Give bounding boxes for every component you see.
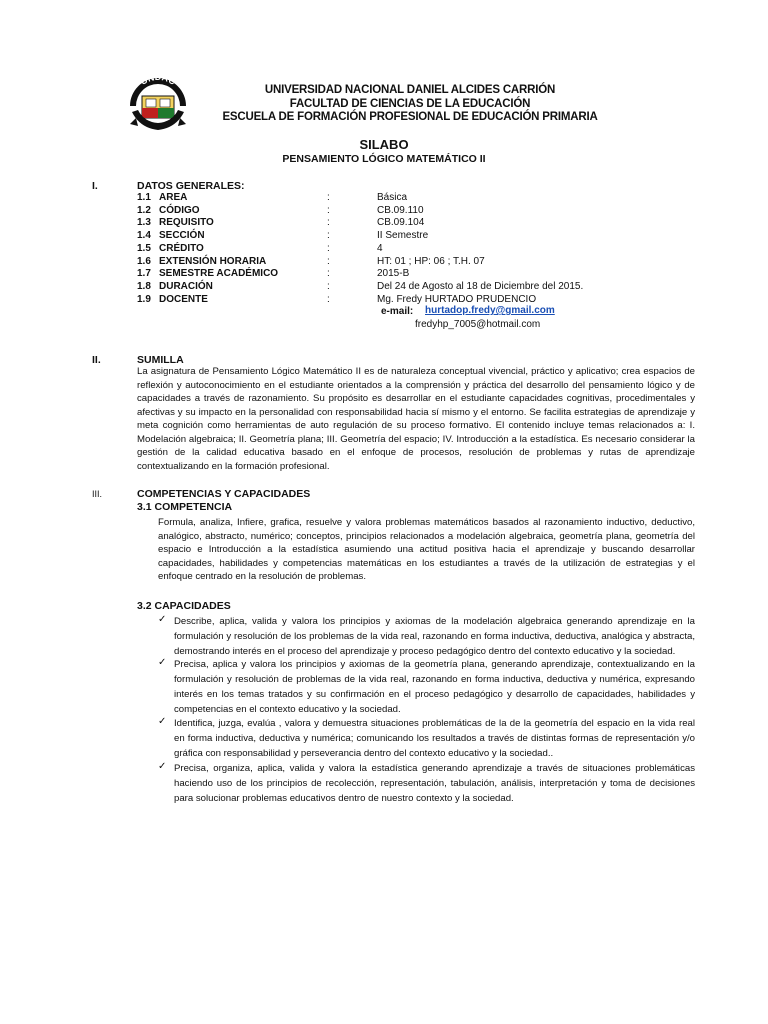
capacidad-text: Identifica, juzga, evalúa , valora y demuestra situaciones problemáticas de la de la geometría del espacio en la vida real en forma inductiva, deductiva y numérica; comunicando los resultados a través de distintas formas de representación y/o gráfica con responsabilidad y perseverancia dentro del contexto educativo y la sociedad.. [174,718,695,759]
checkmark-icon: ✓ [158,716,167,727]
section-title: DATOS GENERALES: [137,180,245,192]
datos-label: AREA [159,192,188,203]
datos-value: CB.09.110 [377,204,424,216]
checkmark-icon: ✓ [158,614,167,625]
datos-number: 1.2 [137,204,151,216]
course-title: PENSAMIENTO LÓGICO MATEMÁTICO II [282,153,486,165]
capacidad-text: Precisa, aplica y valora los principios y axiomas de la geometría plana, generando aprendizaje, contextualizando en la formulación y resolución de problemas de la vida real, razonando en forma inductiva, deductiva y numérica, expresando interés en los temas tratados y su confirmación en el proceso pedagógico y desarrollo de capacidades, habilidades y competencias en el contexto educativo y la sociedad. [174,659,695,715]
datos-label: REQUISITO [159,217,214,229]
datos-colon: : [327,268,330,280]
datos-number: 1.6 [137,255,151,267]
section-title: COMPETENCIAS Y CAPACIDADES [137,488,311,500]
competencia-paragraph: Formula, analiza, Infiere, grafica, resuelve y valora problemas matemáticos basados al razonamiento inductivo, deductivo, analógico, abstracto, numérico; conceptos, principios relacionados a modelación algebraica, geometría plana, geometría del espacio e Introducción a la estadística asumiendo una actitud positiva hacia el aprendizaje y buscando desarrollar capacidades, habilidades y competencias matemáticas en los estudiantes a través de la utilización de estrategias y el enfoque centrado en la resolución de problemas. [158,517,695,582]
datos-colon: : [327,293,330,305]
datos-label: DOCENTE [159,293,208,305]
email-link-primary[interactable]: hurtadop.fredy@gmail.com [425,305,555,316]
datos-number: 1.8 [137,280,151,292]
datos-colon: : [327,280,330,292]
capacidad-text: Describe, aplica, valida y valora los principios y axiomas de la modelación algebraica generando aprendizaje en la formulación y resolución de los problemas de la vida real, razonando en forma inductiva, deductiva, analógica y abstracta, demostrando interés en el proceso del aprendizaje y proceso pedagógico dentro del contexto educativo y la sociedad. [174,616,695,657]
datos-colon: : [327,230,330,242]
datos-value: Básica [377,192,408,203]
datos-colon: : [327,217,330,229]
datos-label: SEMESTRE ACADÉMICO [159,268,279,280]
section-number: III. [92,489,103,499]
datos-value: Mg. Fredy HURTADO PRUDENCIO [377,293,537,305]
section-number: II. [92,354,101,366]
datos-number: 1.4 [137,230,151,242]
datos-value: Del 24 de Agosto al 18 de Diciembre del 2015. [377,280,584,292]
sumilla-paragraph: La asignatura de Pensamiento Lógico Matemático II es de naturaleza conceptual vivencial, práctico y aplicativo; crea espacios de reflexión y autoconocimiento en el estudiante orientados a la comprensión y práctica del desarrollo del pensamiento lógico y de capacidades a través de razonamiento. Su propósito es desarrollar en el estudiante capacidades cognitivas, procedimentales y afectivas y su impacto en la personalidad con responsabilidad hacia sí mismo y el entorno. Se facilita estrategias de aprendizaje y meta cognición como herramientas de auto regulación de su proceso formativo. El contenido incluye temas relacionados a: I. Modelación algebraica; II. Geometría plana; III. Geometría del espacio; IV. Introducción a la estadística. Es necesario considerar la gestión de la calidad educativa basado en el enfoque de procesos, resolución de problemas y rutas de aprendizaje contextualizando en la formación profesional. [137,366,695,472]
datos-label: DURACIÓN [159,280,213,292]
email-secondary: fredyhp_7005@hotmail.com [415,319,541,330]
datos-number: 1.7 [137,268,151,280]
school-name: ESCUELA DE FORMACIÓN PROFESIONAL DE EDUCACIÓN PRIMARIA [222,111,598,123]
datos-row [137,243,657,256]
datos-row [137,230,657,243]
competencia-title: 3.1 COMPETENCIA [137,501,233,513]
section-title: SUMILLA [137,354,184,366]
datos-row [137,256,657,269]
datos-row [137,281,657,294]
datos-colon: : [327,255,330,267]
checkmark-icon: ✓ [158,657,167,668]
faculty-name: FACULTAD DE CIENCIAS DE LA EDUCACIÓN [289,98,531,110]
university-name: UNIVERSIDAD NACIONAL DANIEL ALCIDES CARRIÓN [264,84,556,96]
university-logo [126,72,190,134]
datos-row [137,217,657,230]
checkmark-icon: ✓ [158,761,167,772]
datos-row [137,294,657,307]
datos-number: 1.3 [137,217,151,229]
datos-label: EXTENSIÓN HORARIA [159,255,267,267]
datos-label: CÓDIGO [159,204,200,216]
datos-number: 1.5 [137,242,151,254]
svg-text:UNDAC: UNDAC [138,72,178,87]
datos-value: 4 [377,242,383,254]
datos-value: 2015-B [377,268,410,280]
datos-label: SECCIÓN [159,230,205,242]
datos-value: HT: 01 ; HP: 06 ; T.H. 07 [377,255,485,267]
document-title: SILABO [359,137,409,152]
datos-number: 1.9 [137,293,151,305]
datos-row [137,268,657,281]
datos-label: CRÉDITO [159,242,204,254]
datos-colon: : [327,204,330,216]
datos-row [137,192,657,205]
capacidades-title: 3.2 CAPACIDADES [137,600,231,612]
section-number: I. [92,180,98,192]
datos-value: CB.09.104 [377,217,425,229]
email-label: e-mail: [381,306,414,317]
datos-colon: : [327,242,330,254]
capacidad-text: Precisa, organiza, aplica, valida y valora la estadística generando aprendizaje a través de situaciones problemáticas haciendo uso de los principios de recolección, representación, tabulación, análisis, interpretación y toma de decisiones para solucionar problemas educativos dentro de nuestro contexto y la sociedad. [174,763,695,804]
datos-row [137,205,657,218]
datos-colon: : [327,192,330,203]
datos-value: II Semestre [377,230,429,242]
datos-number: 1.1 [137,192,151,203]
